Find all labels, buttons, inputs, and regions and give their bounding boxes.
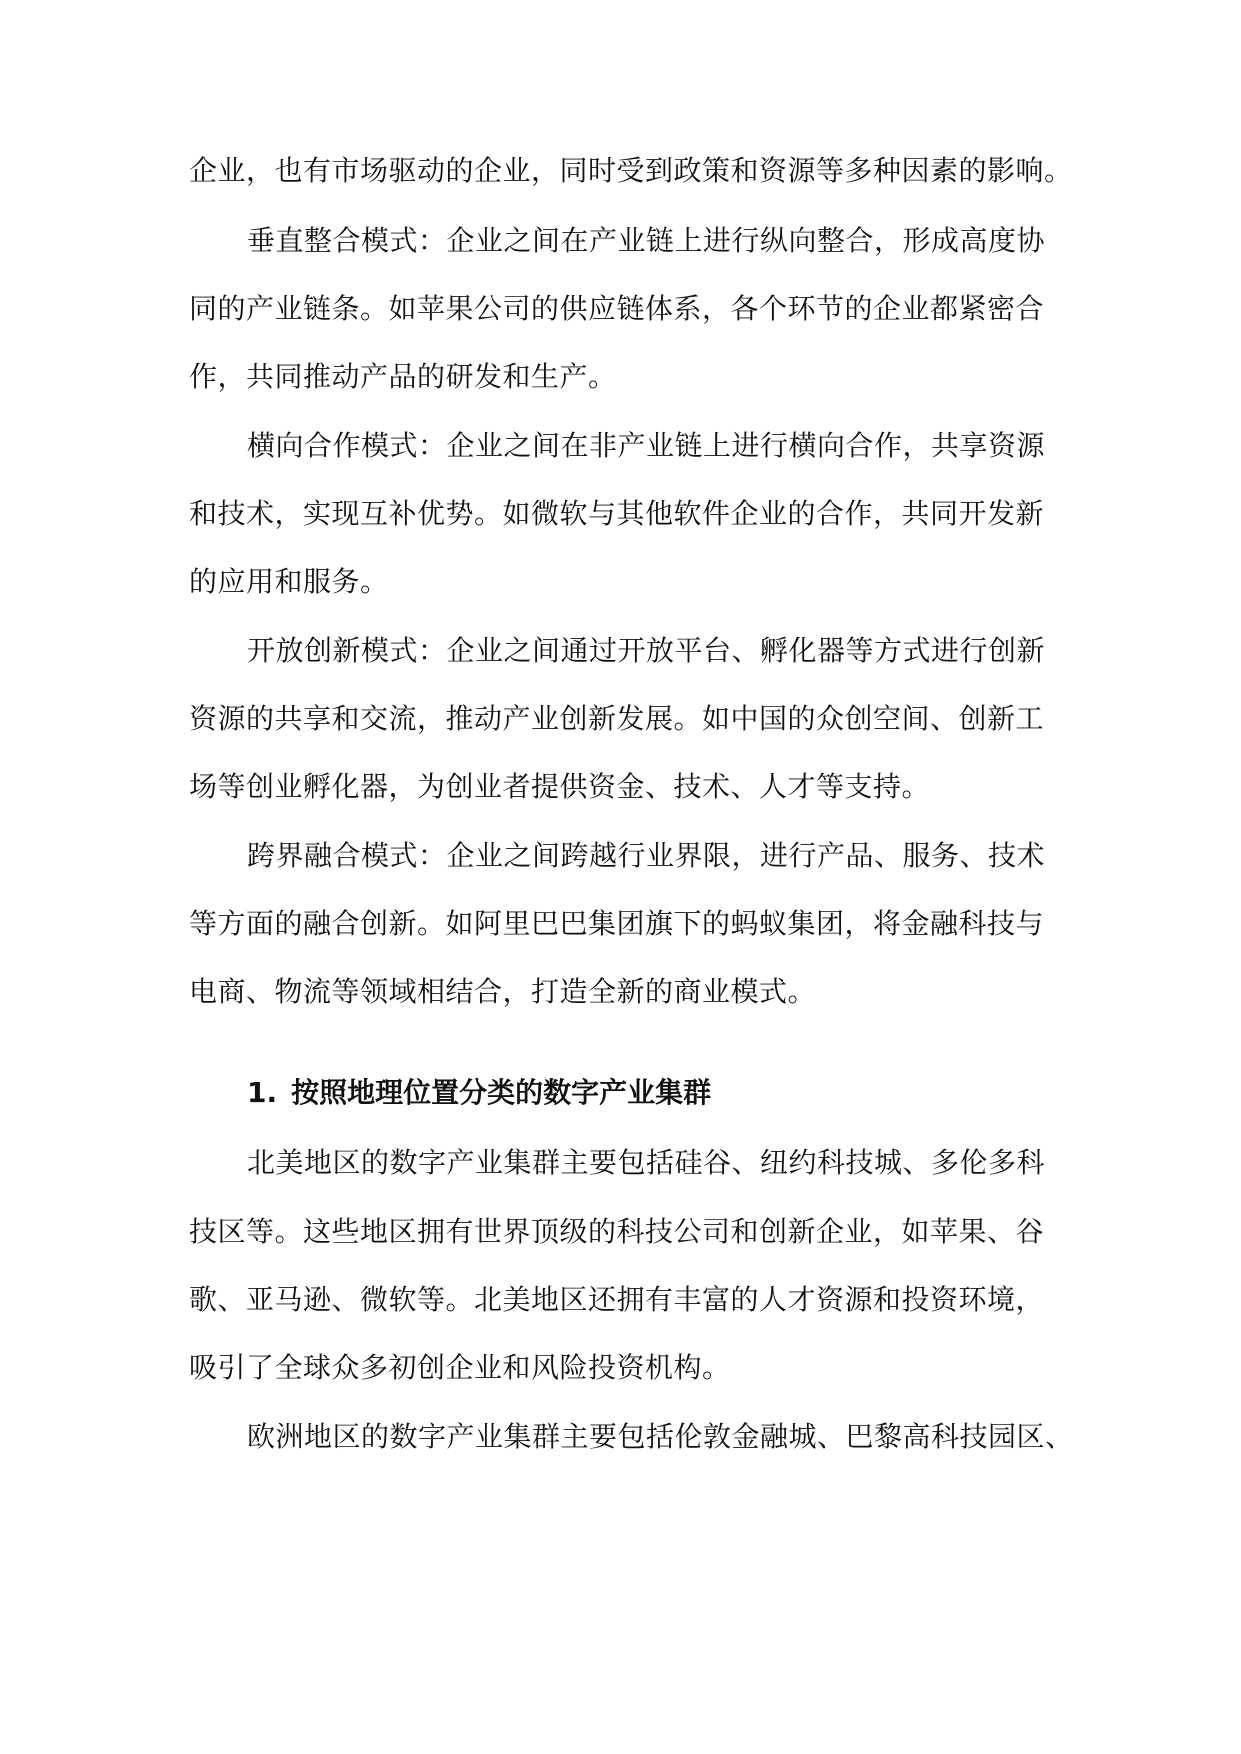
paragraph-text-line: 场等创业孵化器，为创业者提供资金、技术、人才等支持。 — [189, 770, 931, 803]
paragraph-text-line: 欧洲地区的数字产业集群主要包括伦敦金融城、巴黎高科技园区、 — [247, 1420, 1074, 1453]
paragraph-text-line: 技区等。这些地区拥有世界顶级的科技公司和创新企业，如苹果、谷 — [189, 1215, 1045, 1248]
section-heading — [247, 1073, 711, 1113]
paragraph-text-line: 同的产业链条。如苹果公司的供应链体系，各个环节的企业都紧密合 — [189, 292, 1045, 325]
paragraph-text-line: 的应用和服务。 — [189, 565, 389, 598]
paragraph-text-line: 横向合作模式：企业之间在非产业链上进行横向合作，共享资源 — [247, 429, 1046, 462]
paragraph-text-line: 资源的共享和交流，推动产业创新发展。如中国的众创空间、创新工 — [189, 702, 1045, 735]
paragraph-text-line: 北美地区的数字产业集群主要包括硅谷、纽约科技城、多伦多科 — [247, 1146, 1046, 1179]
paragraph-text-line: 吸引了全球众多初创企业和风险投资机构。 — [189, 1351, 731, 1384]
section-title: 按照地理位置分类的数字产业集群 — [291, 1076, 712, 1109]
paragraph-text-line: 和技术，实现互补优势。如微软与其他软件企业的合作，共同开发新 — [189, 497, 1045, 530]
paragraph-text-line: 电商、物流等领域相结合，打造全新的商业模式。 — [189, 975, 817, 1008]
paragraph-text-line: 等方面的融合创新。如阿里巴巴集团旗下的蚂蚁集团，将金融科技与 — [189, 907, 1045, 940]
paragraph-text-line: 企业，也有市场驱动的企业，同时受到政策和资源等多种因素的影响。 — [189, 154, 1073, 187]
section-number: 1. — [247, 1076, 278, 1109]
paragraph-text-line: 开放创新模式：企业之间通过开放平台、孵化器等方式进行创新 — [247, 634, 1046, 667]
paragraph-text-line: 歌、亚马逊、微软等。北美地区还拥有丰富的人才资源和投资环境， — [189, 1283, 1045, 1316]
paragraph-text-line: 垂直整合模式：企业之间在产业链上进行纵向整合，形成高度协 — [247, 224, 1046, 257]
paragraph-text-line: 作，共同推动产品的研发和生产。 — [189, 360, 617, 393]
paragraph-text-line: 跨界融合模式：企业之间跨越行业界限，进行产品、服务、技术 — [247, 839, 1046, 872]
